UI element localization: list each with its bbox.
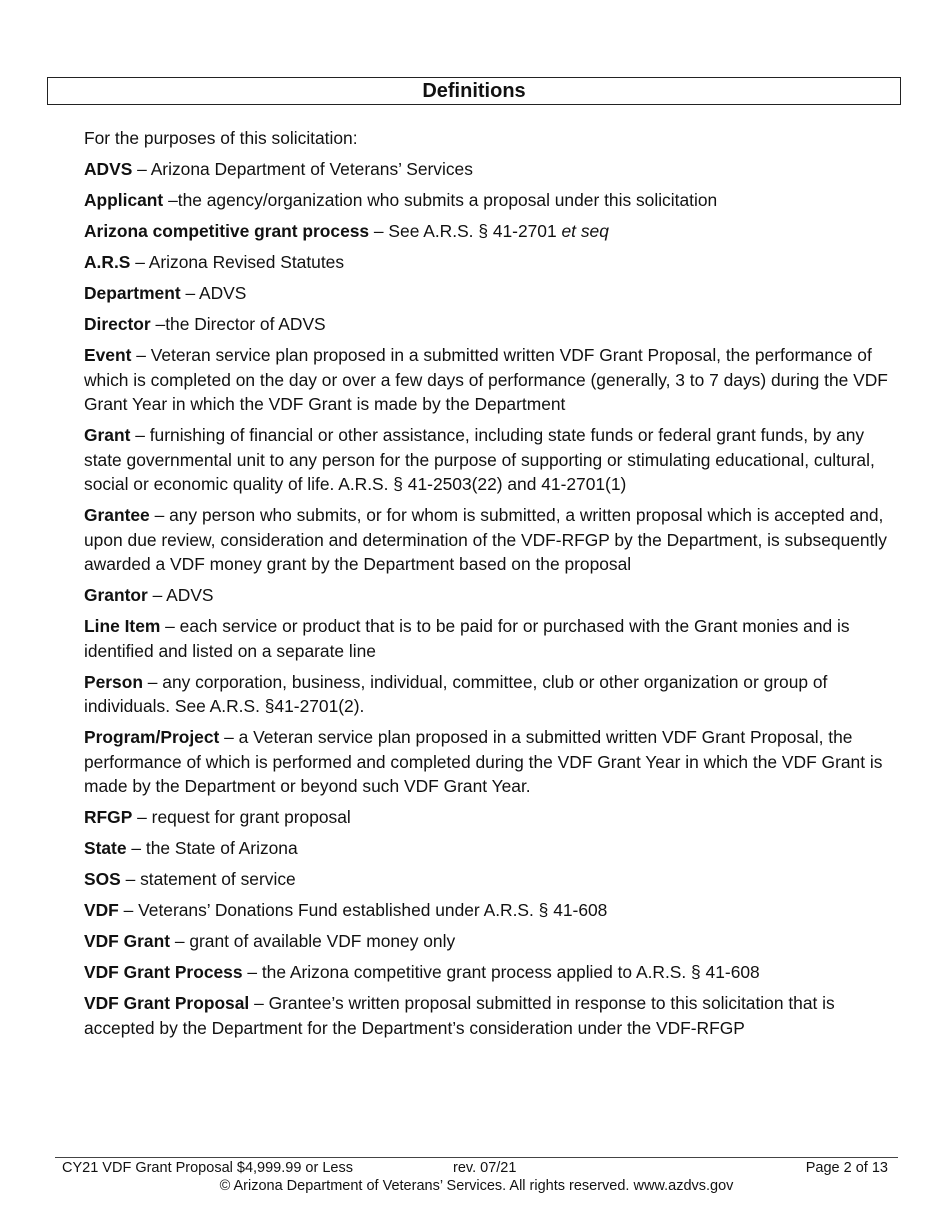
definition-text: –the agency/organization who submits a proposal under this solicitation bbox=[163, 190, 718, 210]
definition-term: State bbox=[84, 838, 127, 858]
definition-term: Arizona competitive grant process bbox=[84, 221, 370, 241]
title-box bbox=[47, 77, 901, 105]
footer-copyright: © Arizona Department of Veterans’ Services. All rights reserved. www.azdvs.gov bbox=[219, 1178, 734, 1194]
definition-item bbox=[84, 805, 894, 830]
definition-item bbox=[84, 250, 894, 275]
definition-item bbox=[84, 867, 894, 892]
definition-term: VDF bbox=[84, 900, 119, 920]
definition-term: VDF Grant bbox=[84, 931, 170, 951]
definition-item bbox=[84, 423, 894, 497]
definition-term: Grantor bbox=[84, 585, 148, 605]
definition-text: – any person who submits, or for whom is submitted, a written proposal which is accepted and, upon due review, consideration and determination of the VDF-RFGP by the Department, is subsequently awarded a VDF money grant by the Department based on the proposal bbox=[84, 505, 887, 574]
definition-text: – Arizona Department of Veterans’ Services bbox=[132, 159, 473, 179]
definition-item bbox=[84, 281, 894, 306]
definition-term: VDF Grant Proposal bbox=[84, 993, 250, 1013]
definition-text: – any corporation, business, individual, committee, club or other organization or group of individuals. See A.R.S. §41-2701(2). bbox=[84, 671, 828, 716]
definition-text: – Veteran service plan proposed in a submitted written VDF Grant Proposal, the performance of which is completed on the day or over a few days of performance (generally, 3 to 7 days) during the VDF Grant Year in which the VDF Grant is made by the Department bbox=[84, 345, 888, 414]
definition-term: Director bbox=[84, 314, 151, 334]
definition-item bbox=[84, 960, 894, 985]
definition-term: RFGP bbox=[84, 807, 133, 827]
definition-item bbox=[84, 929, 894, 954]
definition-text: – Veterans’ Donations Fund established under A.R.S. § 41-608 bbox=[118, 900, 608, 920]
definition-text: – request for grant proposal bbox=[132, 807, 351, 827]
definition-text: – the State of Arizona bbox=[126, 838, 298, 858]
footer-divider bbox=[55, 1157, 898, 1158]
definition-item bbox=[84, 991, 894, 1040]
definition-text: – Arizona Revised Statutes bbox=[130, 252, 345, 272]
definition-text: – ADVS bbox=[180, 283, 247, 303]
definition-text: – statement of service bbox=[120, 869, 296, 889]
footer-page-number: Page 2 of 13 bbox=[805, 1160, 888, 1176]
definition-term: SOS bbox=[84, 869, 121, 889]
definition-item bbox=[84, 312, 894, 337]
definition-item bbox=[84, 343, 894, 417]
definition-text: – each service or product that is to be paid for or purchased with the Grant monies and is identified and listed on a separate line bbox=[84, 616, 850, 661]
definition-term: Applicant bbox=[84, 190, 164, 210]
definitions-section bbox=[84, 126, 894, 1047]
definition-term: Event bbox=[84, 345, 132, 365]
definitions-list bbox=[84, 157, 894, 1040]
definition-item bbox=[84, 836, 894, 861]
definition-item bbox=[84, 188, 894, 213]
definition-item bbox=[84, 898, 894, 923]
definition-text: –the Director of ADVS bbox=[150, 314, 326, 334]
definition-term: Grant bbox=[84, 425, 131, 445]
definition-text: – See A.R.S. § 41-2701 bbox=[369, 221, 562, 241]
definition-item bbox=[84, 614, 894, 663]
definition-term: A.R.S bbox=[84, 252, 131, 272]
definition-term: Department bbox=[84, 283, 181, 303]
definition-item bbox=[84, 157, 894, 182]
intro-text: For the purposes of this solicitation: bbox=[84, 128, 358, 148]
definition-term: Person bbox=[84, 671, 143, 692]
footer-doc-name: CY21 VDF Grant Proposal $4,999.99 or Less bbox=[62, 1160, 353, 1176]
definition-text: – furnishing of financial or other assistance, including state funds or federal grant funds, by any state governmental unit to any person for the purpose of supporting or stimulating educational, cultural, social or economic quality of life. A.R.S. § 41-2503(22) and 41-2701(1) bbox=[84, 425, 875, 494]
definition-term: Line Item bbox=[84, 616, 161, 636]
definition-text: – ADVS bbox=[147, 585, 214, 605]
definition-text: – Grantee’s written proposal submitted in response to this solicitation that is accepted by the Department for the Department’s consideration under the VDF-RFGP bbox=[84, 993, 835, 1038]
definition-text: – the Arizona competitive grant process applied to A.R.S. § 41-608 bbox=[242, 962, 760, 982]
footer-revision: rev. 07/21 bbox=[453, 1160, 517, 1176]
definition-item bbox=[84, 503, 894, 577]
definition-italic: et seq bbox=[561, 221, 609, 241]
definition-item bbox=[84, 219, 894, 244]
page-title: Definitions bbox=[422, 79, 526, 102]
definition-term: Grantee bbox=[84, 505, 150, 525]
definition-term: Program/Project bbox=[84, 727, 220, 747]
definition-term: VDF Grant Process bbox=[84, 962, 243, 982]
definition-item bbox=[84, 725, 894, 799]
definition-item bbox=[84, 670, 894, 719]
definition-text: – grant of available VDF money only bbox=[170, 931, 456, 951]
definition-item bbox=[84, 583, 894, 608]
definition-term: ADVS bbox=[84, 159, 133, 179]
definition-text: – a Veteran service plan proposed in a submitted written VDF Grant Proposal, the performance of which is performed and completed during the VDF Grant Year in which the VDF Grant is made by the Department or beyond such VDF Grant Year. bbox=[84, 727, 883, 796]
